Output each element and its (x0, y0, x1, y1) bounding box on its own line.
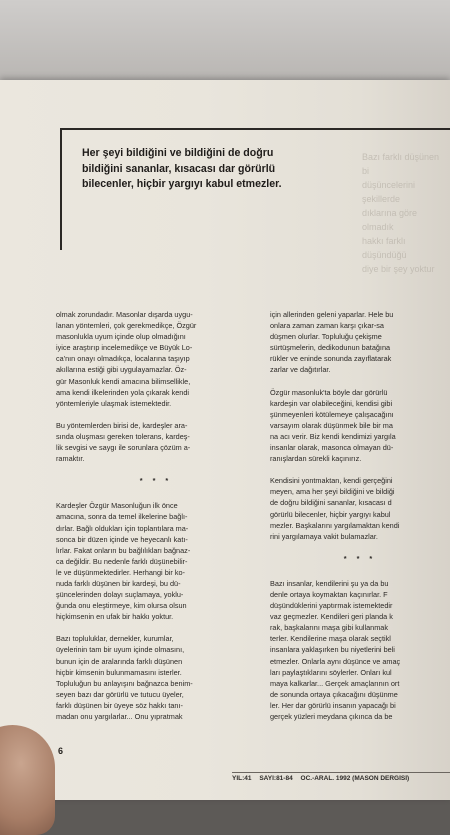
text-line: Bu yöntemlerden birisi de, kardeşler ara- (56, 420, 188, 430)
text-line: meyen, ama her şeyi bildiğini ve bildiği (270, 487, 395, 497)
text-line: ca'nın onayı olmadıkça, localarına taşıyıp (56, 354, 190, 364)
text-line: sında oluşması gereken tolerans, kardeş- (56, 431, 190, 441)
footer-issue: SAYI:81-84 (259, 775, 293, 782)
text-line: Topluluğun bu anlayışını bağnazca benim- (56, 678, 193, 688)
text-line: de doğru bildiğini sananlar, kısacası d (270, 498, 392, 508)
text-line: akıllarına estiği gibi uygulayamazlar. Öz- (56, 365, 187, 375)
text-line: şüncelerinden dolayı suçlamaya, yoklu- (56, 590, 184, 600)
text-line: lik sevgisi ve saygı ile sorunlara çözüm a- (56, 443, 191, 453)
text-line: Bazı insanlar, kendilerini şu ya da bu (270, 578, 389, 588)
text-line: Kendisini yontmaktan, kendi gerçeğini (270, 476, 393, 486)
text-line: düşündüklerini yaptırmak istemektedir (270, 601, 393, 611)
text-line: sonca bir düzen içinde ve heyecanlı katı- (56, 534, 188, 544)
text-line: iyice araştırıp incelemedikçe ve Büyük Lo- (56, 343, 193, 353)
footer (232, 775, 450, 782)
text-line: onlara zaman zaman karşı çıkar-sa (270, 321, 384, 331)
text-line: ğunda onu eleştirmeye, kim olursa olsun (56, 601, 187, 611)
text-line: rini yargılamaya vakit bulamazlar. (270, 531, 378, 541)
text-line: ca değildir. Bu nedenle farklı düşünebilir- (56, 556, 188, 566)
text-line: düşmen olurlar. Topluluğu çekişme (270, 332, 382, 342)
text-line: rak, başkalarını maşa gibi kullanmak (270, 623, 389, 633)
text-line: üyelerinin tam bir uyum içinde olmasını, (56, 645, 185, 655)
text-line: kardeşin var olabileceğini, kendisi gibi (270, 398, 393, 408)
quote-line: bildiğini sananlar, kısacası dar görürlü (82, 162, 276, 175)
quote-line: bilecenler, hiçbir yargıyı kabul etmezler. (82, 178, 282, 190)
paragraph (56, 500, 256, 622)
text-line: ler. Her dar görürlü insanın yapacağı bi (270, 700, 396, 710)
text-line: terler. Kendilerine maşa olarak seçtikl (270, 634, 391, 644)
text-line: lırlar. Fakat onların bu bağlılıkları bağnaz- (56, 545, 191, 555)
text-line: gür Masonluk kendi amacına bilimsellikle, (56, 376, 191, 386)
text-line: hiçbir kimsenin bulunmamasını isterler. (56, 667, 182, 677)
text-line: na acı verir. Biz kendi kendimizi yargıla (270, 431, 396, 441)
paragraph (270, 475, 450, 542)
text-line: denle ortaya koymaktan kaçınırlar. F (270, 589, 388, 599)
thumb (0, 725, 55, 835)
text-line: nuda farklı düşünen bir kardeşi, bu dü- (56, 578, 181, 588)
text-line: masonlukla uyum içinde olup olmadığını (56, 332, 186, 342)
text-line: insanlara yaklaşırken bu niyetlerini beli (270, 645, 395, 655)
text-line: lanan yöntemleri, çok gerekmedikçe, Özgür (56, 321, 197, 331)
page-number: 6 (58, 746, 64, 756)
text-line: ranışlardan sürekli kaçınırız. (270, 454, 362, 464)
right-column (270, 309, 450, 754)
text-line: olmak zorundadır. Masonlar dışarda uygu- (56, 310, 193, 319)
text-line: sürtüşmelerin, dedikodunun batağına (270, 343, 391, 353)
paragraph (270, 578, 450, 722)
text-line: şünmeyenleri kötülemeye çalışacağını (270, 409, 394, 419)
left-column (56, 309, 256, 754)
text-line: için allerinden geleni yaparlar. Hele bu (270, 310, 394, 319)
text-line: de sonunda ortaya çıkacağını düşünme (270, 689, 398, 699)
pull-quote (82, 146, 332, 193)
text-line: bunun için de aralarında farklı düşünen (56, 656, 183, 666)
text-line: zarlar ve dağıtırlar. (270, 365, 331, 375)
text-line: maya kalkarlar... Gerçek amaçlarının ort (270, 678, 400, 688)
text-line: le ve düşünmektedirler. Herhangi bir ko- (56, 567, 185, 577)
paragraph (56, 309, 256, 409)
text-line: Bazı topluluklar, dernekler, kurumlar, (56, 634, 174, 644)
footer-date: OC.-ARAL. 1992 (MASON DERGİSİ) (300, 775, 410, 782)
footer-year: YIL:41 (232, 775, 252, 782)
text-line: dırlar. Bağlı oldukları için toplantılara ma- (56, 523, 189, 533)
text-line: hiçkimsenin en ufak bir hakkı yoktur. (56, 612, 174, 622)
paragraph (270, 387, 450, 465)
text-line: amacına, sonra da temel ilkelerine bağlı- (56, 512, 188, 522)
paragraph (270, 309, 450, 376)
text-line: insanlar olarak, masonca olmayan dü- (270, 443, 394, 453)
text-line: gerçek yüzleri meydana çıkınca da be (270, 712, 393, 721)
text-line: ramaktır. (56, 454, 85, 464)
text-line: rükler ve eninde sonunda zayıflatarak (270, 354, 392, 364)
text-line: seyen bazı dar görürlü ve tutucu üyeler, (56, 689, 184, 699)
text-line: ama kendi ilkelerinden yola çıkarak kendi (56, 387, 190, 397)
paragraph (56, 420, 256, 464)
text-line: madan onu yargılarlar... Onu yıpratmak (56, 712, 183, 721)
footer-rule (232, 772, 450, 773)
text-line: mezler. Başkalarını yargılamaktan kendi (270, 520, 400, 530)
text-line: yöntemleriyle ulaşmak istemektedir. (56, 398, 172, 408)
text-line: Kardeşler Özgür Masonluğun ilk önce (56, 501, 178, 511)
text-line: vaz geçmezler. Kendileri geri planda k (270, 612, 393, 622)
text-line: görürlü bilecenler, hiçbir yargıyı kabul (270, 509, 391, 519)
text-line: Özgür masonluk'ta böyle dar görürlü (270, 387, 388, 397)
bleed-through-text: Bazı farklı düşünen bi düşüncelerini şekillerde dıklarına göre olmadık hakkı farklı düşündüğü diye bir şey yoktur (362, 152, 440, 274)
text-line: varsayım olarak düşünmek bile bir ma (270, 420, 393, 430)
text-line: ları paylaştıklarını söylerler. Onları kul (270, 667, 392, 677)
quote-line: Her şeyi bildiğini ve bildiğini de doğru (82, 147, 274, 159)
paragraph (56, 633, 256, 722)
text-line: farklı düşünen bir üyeye söz hakkı tanı- (56, 700, 183, 710)
section-separator: * * * (343, 553, 377, 563)
section-separator: * * * (139, 476, 173, 486)
text-line: etmezler. Onlarla aynı düşünce ve amaç (270, 656, 401, 666)
